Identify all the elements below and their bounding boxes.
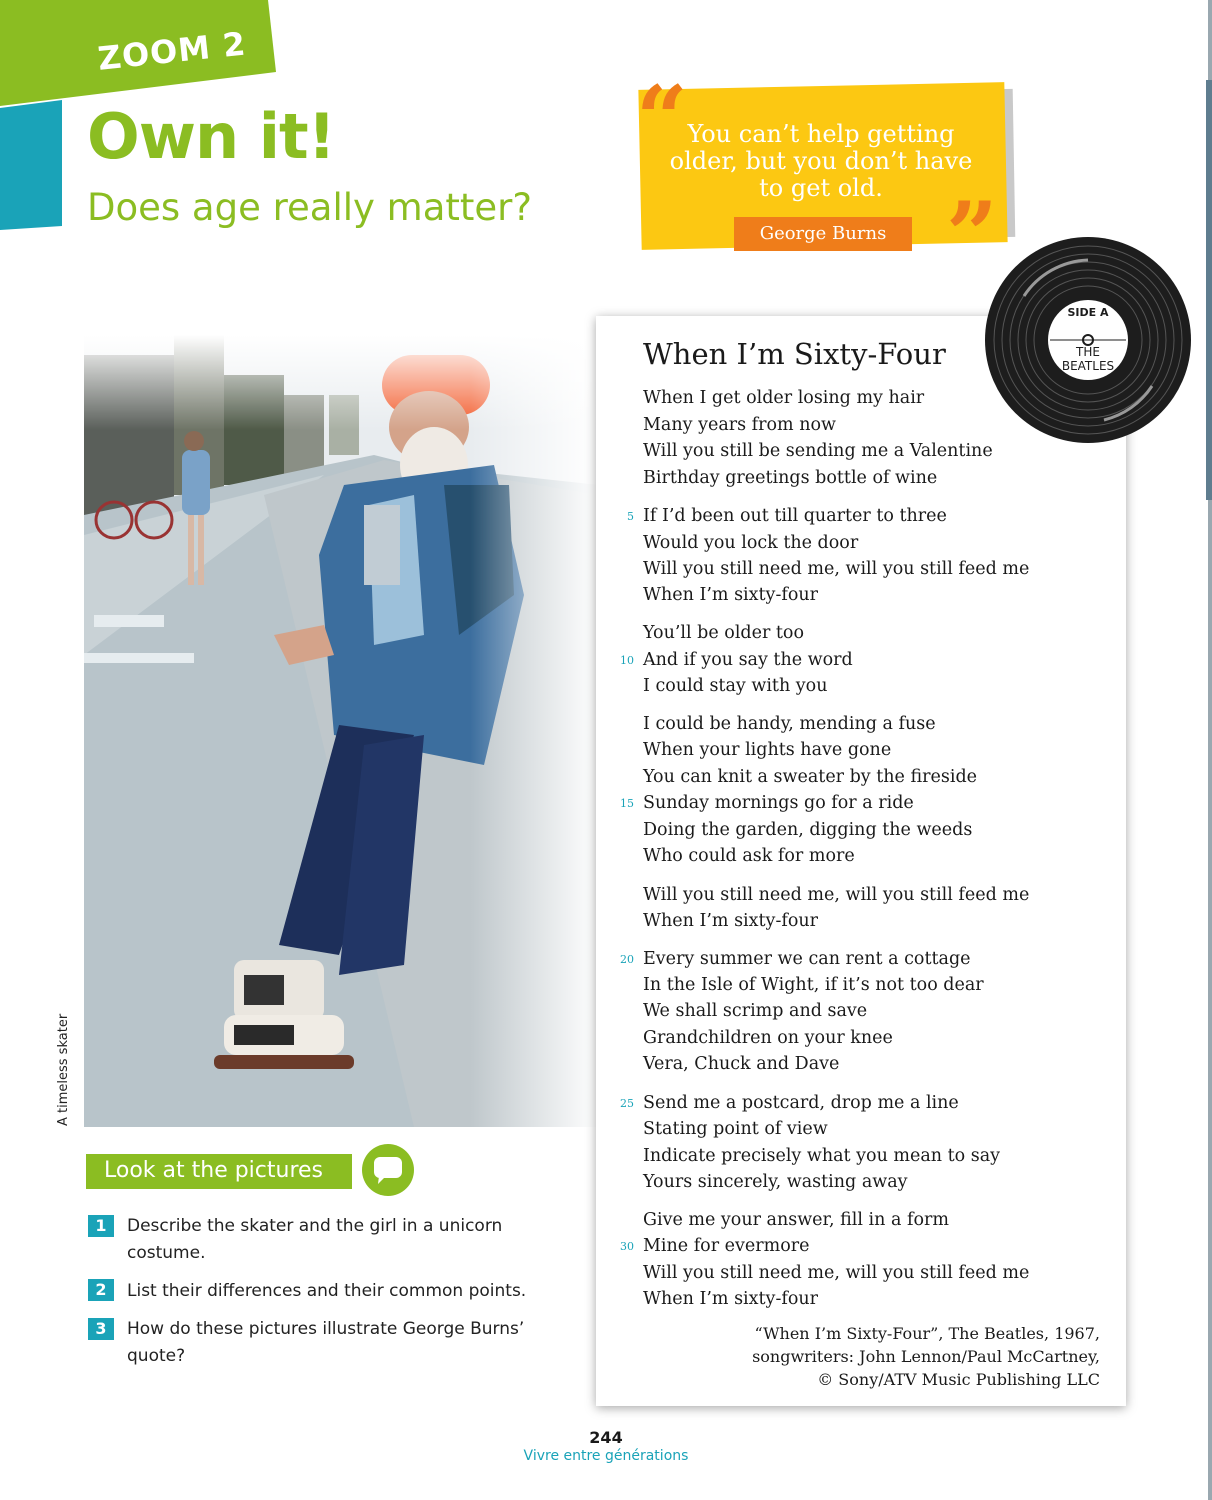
vinyl-record-icon xyxy=(984,236,1192,444)
lyric-line: Who could ask for more xyxy=(643,846,855,866)
quote-author: George Burns xyxy=(734,217,912,251)
lyric-line: Vera, Chuck and Dave xyxy=(643,1054,840,1074)
lyric-line: Doing the garden, digging the weeds xyxy=(643,820,973,840)
question-number: 1 xyxy=(88,1215,114,1237)
question-number: 2 xyxy=(88,1279,114,1301)
lyric-line: Every summer we can rent a cottage xyxy=(643,949,971,969)
record-band-line2: BEATLES xyxy=(1061,359,1115,373)
close-quote-icon: ” xyxy=(946,182,998,288)
song-credits xyxy=(700,1322,1100,1391)
lyric-line: If I’d been out till quarter to three xyxy=(643,506,947,526)
question-text: How do these pictures illustrate George Burns’ quote? xyxy=(127,1319,525,1366)
page-number: 244 xyxy=(589,1428,623,1447)
lyric-line: When I get older losing my hair xyxy=(643,388,925,408)
lyric-line: Sunday mornings go for a ride xyxy=(643,793,914,813)
lyric-line: You can knit a sweater by the fireside xyxy=(643,767,978,787)
lyric-line: When I’m sixty-four xyxy=(643,911,819,931)
line-number: 30 xyxy=(620,1240,634,1253)
question-text: Describe the skater and the girl in a unicorn costume. xyxy=(127,1216,503,1263)
lyric-line: I could be handy, mending a fuse xyxy=(643,714,936,734)
lyric-line: Grandchildren on your knee xyxy=(643,1028,893,1048)
lyric-line: When I’m sixty-four xyxy=(643,1289,819,1309)
teal-accent-bar xyxy=(0,100,62,230)
photo-caption: A timeless skater xyxy=(56,1013,71,1126)
lyric-line: Will you still need me, will you still feed me xyxy=(643,1263,1030,1283)
record-band-line1: THE xyxy=(1076,345,1100,359)
lyric-line: We shall scrimp and save xyxy=(643,1001,868,1021)
footer-subtitle: Vivre entre générations xyxy=(523,1448,689,1464)
lyric-line: In the Isle of Wight, if it’s not too dear xyxy=(643,975,984,995)
lyric-line: And if you say the word xyxy=(643,650,853,670)
lyric-line: Indicate precisely what you mean to say xyxy=(643,1146,1001,1166)
lyric-line: I could stay with you xyxy=(643,676,828,696)
page-edge xyxy=(1200,0,1212,1500)
lyric-line: Will you still be sending me a Valentine xyxy=(643,441,993,461)
page-subtitle: Does age really matter? xyxy=(87,186,533,229)
line-number: 20 xyxy=(620,953,634,966)
look-section-title: Look at the pictures xyxy=(104,1158,324,1183)
line-number: 10 xyxy=(620,654,634,667)
lyric-line: Yours sincerely, wasting away xyxy=(643,1172,908,1192)
quote-text: You can’t help getting older, but you don’t have to get old. xyxy=(669,120,973,202)
lyric-line: You’ll be older too xyxy=(643,623,805,643)
lyric-line: Will you still need me, will you still feed me xyxy=(643,885,1030,905)
credit-line: © Sony/ATV Music Publishing LLC xyxy=(817,1370,1100,1389)
zoom-label: ZOOM 2 xyxy=(96,24,249,78)
lyric-line: When I’m sixty-four xyxy=(643,585,819,605)
line-number: 15 xyxy=(620,797,634,810)
lyric-line: When your lights have gone xyxy=(643,740,892,760)
lyric-line: Will you still need me, will you still feed me xyxy=(643,559,1030,579)
skater-photo xyxy=(84,335,599,1127)
record-side-label: SIDE A xyxy=(1067,306,1109,319)
line-number: 25 xyxy=(620,1097,634,1110)
lyric-line: Mine for evermore xyxy=(643,1236,810,1256)
lyric-line: Give me your answer, fill in a form xyxy=(643,1210,949,1230)
credit-line: “When I’m Sixty-Four”, The Beatles, 1967, xyxy=(754,1324,1100,1343)
open-quote-icon: “ xyxy=(636,66,688,172)
credit-line: songwriters: John Lennon/Paul McCartney, xyxy=(752,1347,1100,1366)
lyric-line: Send me a postcard, drop me a line xyxy=(643,1093,959,1113)
question-number: 3 xyxy=(88,1318,114,1340)
page-title: Own it! xyxy=(87,100,335,173)
song-title: When I’m Sixty-Four xyxy=(643,337,946,371)
line-number: 5 xyxy=(627,510,634,523)
lyric-line: Would you lock the door xyxy=(643,533,859,553)
lyric-line: Many years from now xyxy=(643,415,836,435)
question-text: List their differences and their common points. xyxy=(127,1281,527,1301)
lyric-line: Birthday greetings bottle of wine xyxy=(643,468,938,488)
lyric-line: Stating point of view xyxy=(643,1119,828,1139)
speech-bubble-icon xyxy=(362,1144,414,1196)
